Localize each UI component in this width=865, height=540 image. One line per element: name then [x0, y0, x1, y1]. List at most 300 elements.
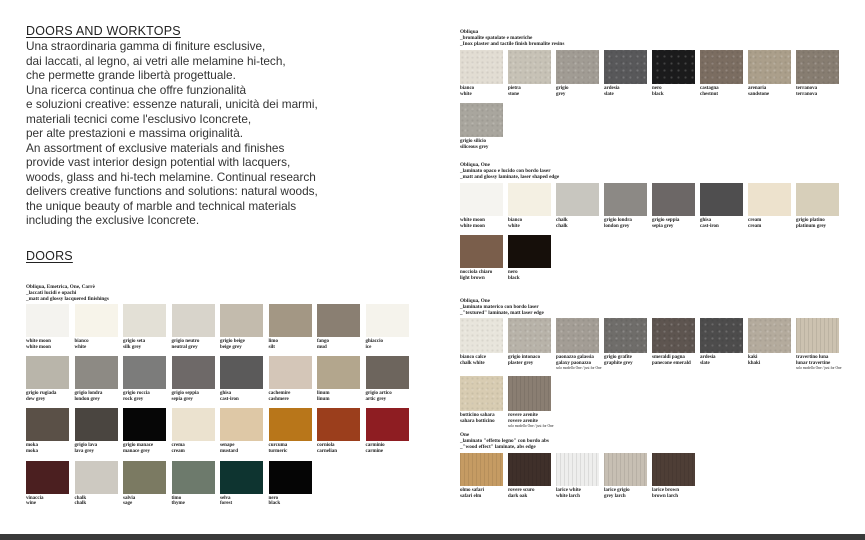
swatch-name-it: chalk — [74, 495, 87, 501]
swatch-label — [604, 218, 647, 229]
swatch-name-it: grigio neutro — [171, 339, 200, 344]
swatch-name-en: slate — [604, 91, 614, 97]
swatch-name-it: larice brown — [652, 488, 679, 493]
section-heading-doors-and-worktops: DOORS AND WORKTOPS — [26, 24, 181, 38]
finish-swatch — [700, 183, 743, 229]
swatch-color-chip — [700, 50, 743, 84]
swatch-name-en: carmine — [365, 448, 383, 454]
swatch-note: solo modello One / just for One — [796, 366, 842, 371]
swatch-label — [123, 391, 166, 402]
swatch-label — [269, 443, 312, 454]
swatch-color-chip — [366, 408, 409, 441]
swatch-label — [460, 355, 503, 366]
swatch-color-chip — [796, 318, 839, 353]
intro-line: Una ricerca continua che offre funzionalità — [26, 82, 247, 97]
swatch-name-en: dew grey — [26, 396, 46, 402]
swatch-color-chip — [748, 318, 791, 353]
finish-swatch — [604, 318, 647, 370]
swatch-name-en: sepia grey — [652, 223, 674, 229]
swatch-name-en: mustard — [220, 448, 239, 454]
swatch-name-it: grigio rugiada — [26, 391, 57, 397]
finish-swatch — [220, 356, 263, 402]
finish-swatch — [556, 183, 599, 229]
swatch-color-chip — [460, 318, 503, 353]
finish-swatch — [172, 461, 215, 507]
swatch-color-chip — [556, 453, 599, 486]
group-title-line: _Inox plaster and tactile finish bromalite resins — [460, 41, 565, 47]
swatch-label — [748, 218, 791, 229]
swatch-name-en: chalk — [556, 223, 568, 229]
finish-swatch — [508, 376, 554, 429]
swatch-label — [269, 391, 312, 402]
group-title-line: Obliqua — [460, 29, 479, 35]
swatch-name-en: dark oak — [508, 493, 528, 499]
swatch-name-en: siliceous grey — [460, 144, 489, 150]
swatch-name-it: grigio intonaco — [508, 355, 541, 360]
swatch-name-en: cast-iron — [700, 223, 719, 229]
swatch-label — [26, 443, 69, 454]
swatch-name-en: manace grey — [123, 448, 150, 454]
swatch-label — [748, 86, 791, 97]
intro-line: dai laccati, al legno, ai vetri alle melamine hi-tech, — [26, 53, 286, 68]
finish-swatch — [75, 304, 118, 350]
finish-swatch — [460, 103, 503, 150]
swatch-color-chip — [700, 318, 743, 353]
swatch-name-it: botticino sahara — [460, 413, 495, 419]
swatch-color-chip — [75, 304, 118, 337]
swatch-label — [269, 339, 312, 350]
group-title-line: _laminato "effetto legno" con bordo abs — [460, 438, 549, 444]
swatch-label — [556, 86, 599, 97]
swatch-name-it: vinaccia — [26, 495, 44, 501]
finish-swatch — [172, 356, 215, 402]
swatch-name-it: curcuma — [268, 443, 288, 449]
swatch-color-chip — [317, 408, 360, 441]
swatch-label — [366, 391, 409, 402]
swatch-name-en: ice — [365, 344, 372, 350]
finish-swatch — [652, 50, 695, 97]
swatch-label — [508, 488, 551, 499]
swatch-name-en: forest — [220, 501, 233, 507]
swatch-color-chip — [460, 453, 503, 486]
swatch-label — [172, 391, 215, 402]
swatch-name-it: timo — [171, 495, 182, 501]
finish-swatch — [460, 376, 503, 428]
swatch-name-it: cachemire — [268, 391, 291, 397]
swatch-name-it: white moon — [26, 339, 51, 344]
finish-swatch — [604, 183, 647, 229]
swatch-color-chip — [460, 103, 503, 137]
finish-swatch — [508, 235, 551, 281]
swatch-label — [556, 218, 599, 229]
swatch-name-it: white moon — [460, 218, 485, 223]
finish-swatch — [652, 183, 695, 229]
group-title-lacquered — [26, 284, 109, 302]
swatch-name-en: cream — [171, 448, 185, 454]
swatch-label — [172, 443, 215, 454]
swatch-label — [652, 488, 695, 499]
swatch-color-chip — [508, 50, 551, 84]
swatch-label — [366, 443, 409, 454]
swatch-label — [652, 218, 695, 229]
finish-swatch — [556, 50, 599, 97]
intro-line: including the exclusive Iconcrete. — [26, 213, 200, 227]
swatch-name-en: sage — [123, 501, 133, 507]
swatch-name-it: grigio londra — [604, 218, 632, 223]
swatch-label — [604, 488, 647, 499]
swatch-color-chip — [460, 50, 503, 84]
swatch-name-it: terranova — [796, 86, 818, 91]
group-title-line: One — [460, 432, 470, 438]
swatch-name-it: olmo safari — [460, 488, 485, 493]
swatch-name-en: rovere arenite — [508, 418, 538, 424]
swatch-label — [556, 355, 602, 371]
swatch-label — [700, 355, 743, 366]
swatch-color-chip — [652, 183, 695, 216]
group-title-wood-effect — [460, 432, 549, 450]
swatch-color-chip — [604, 453, 647, 486]
swatch-color-chip — [269, 461, 312, 494]
swatch-label — [317, 339, 360, 350]
swatch-name-it: paonazzo galassia — [556, 355, 594, 360]
swatch-name-it: pietra — [508, 86, 521, 91]
swatch-color-chip — [317, 304, 360, 337]
swatch-name-en: london grey — [604, 223, 630, 229]
swatch-name-it: kaki — [748, 355, 758, 360]
swatch-name-it: rovere scuro — [508, 488, 535, 493]
finish-swatch — [366, 356, 409, 402]
swatch-name-it: salvia — [123, 495, 136, 501]
swatch-name-it: chalk — [556, 218, 568, 223]
group-title-line: Obliqua, One — [460, 298, 490, 304]
group-title-line: _laccati lucidi e opachi — [26, 290, 77, 296]
swatch-label — [556, 488, 599, 499]
swatch-color-chip — [123, 408, 166, 441]
swatch-grid-textured-laminate — [460, 318, 842, 429]
swatch-color-chip — [172, 356, 215, 389]
swatch-name-it: grigio manace — [123, 443, 154, 449]
swatch-name-it: ghisa — [700, 218, 712, 223]
swatch-label — [796, 86, 839, 97]
swatch-name-en: grey larch — [604, 493, 626, 499]
swatch-color-chip — [172, 461, 215, 494]
swatch-name-en: white — [74, 344, 87, 350]
intro-line: provide vast interior design potential with lacquers, — [26, 155, 291, 169]
swatch-name-it: corniola — [317, 443, 335, 449]
finish-swatch — [366, 408, 409, 454]
swatch-color-chip — [366, 304, 409, 337]
swatch-name-it: grigio beige — [220, 339, 245, 344]
swatch-label — [172, 339, 215, 350]
swatch-name-en: chalk — [74, 501, 87, 507]
swatch-color-chip — [652, 318, 695, 353]
finish-swatch — [556, 318, 602, 371]
swatch-name-en: light brown — [460, 275, 485, 281]
intro-line: delivers creative functions and solutions: natural woods, — [26, 184, 318, 198]
swatch-color-chip — [172, 304, 215, 337]
intro-line: An assortment of exclusive materials and finishes — [26, 140, 285, 155]
swatch-grid-laminate — [460, 183, 839, 281]
swatch-label — [604, 355, 647, 366]
swatch-name-it: larice white — [556, 488, 581, 493]
intro-line: e soluzioni creative: essenze naturali, unicità dei marmi, — [26, 97, 318, 111]
swatch-color-chip — [460, 183, 503, 216]
finish-swatch — [652, 318, 695, 370]
intro-line: che permette grande libertà progettuale. — [26, 68, 236, 82]
swatch-name-it: nocciola chiaro — [460, 270, 493, 276]
swatch-name-it: bianco — [460, 86, 475, 91]
swatch-name-en: london grey — [74, 396, 100, 402]
swatch-name-en: wine — [26, 501, 36, 507]
finish-swatch — [123, 461, 166, 507]
finish-swatch — [123, 408, 166, 454]
swatch-color-chip — [508, 376, 551, 411]
swatch-name-it: cream — [748, 218, 762, 223]
finish-swatch — [700, 50, 743, 97]
finish-swatch — [172, 304, 215, 350]
group-title-line: _laminato materico con bordo laser — [460, 304, 539, 310]
swatch-name-en: white moon — [26, 344, 51, 350]
swatch-color-chip — [508, 235, 551, 268]
finish-swatch — [269, 461, 312, 507]
swatch-label — [123, 443, 166, 454]
finish-swatch — [75, 408, 118, 454]
group-title-line: Obliqua, Emetrica, One, Carrè — [26, 284, 95, 290]
swatch-color-chip — [652, 50, 695, 84]
swatch-name-it: grigio artico — [365, 391, 392, 397]
swatch-color-chip — [366, 356, 409, 389]
swatch-label — [508, 355, 551, 366]
intro-line: per alte prestazioni e massima originalità. — [26, 126, 244, 140]
finish-swatch — [26, 408, 69, 454]
swatch-name-it: grigio seppia — [171, 391, 199, 397]
swatch-color-chip — [508, 318, 551, 353]
finish-swatch — [460, 50, 503, 97]
finish-swatch — [796, 183, 839, 229]
group-title-line: _"wood effect" laminate, abs edge — [460, 444, 536, 450]
finish-swatch — [508, 183, 551, 229]
swatch-name-it: grigio platino — [796, 218, 825, 223]
swatch-name-it: rovere arenite — [508, 413, 538, 419]
finish-swatch — [123, 304, 166, 350]
swatch-color-chip — [269, 356, 312, 389]
swatch-name-en: black — [508, 275, 520, 281]
swatch-color-chip — [796, 183, 839, 216]
swatch-name-en: silt — [268, 344, 275, 350]
finish-swatch — [604, 453, 647, 499]
finish-swatch — [556, 453, 599, 499]
finish-swatch — [26, 304, 69, 350]
swatch-label — [508, 413, 554, 429]
swatch-name-en: cashmere — [268, 396, 289, 402]
swatch-color-chip — [604, 50, 647, 84]
swatch-name-it: grigio roccia — [123, 391, 150, 397]
swatch-name-it: ardesia — [604, 86, 620, 91]
swatch-name-it: grigio grafite — [604, 355, 632, 360]
swatch-name-en: galaxy paonazzo — [556, 360, 592, 366]
intro-line: the unique beauty of marble and technical materials — [26, 198, 297, 213]
swatch-color-chip — [75, 356, 118, 389]
swatch-name-en: moka — [26, 448, 38, 454]
finish-swatch — [269, 356, 312, 402]
swatch-label — [172, 496, 215, 507]
swatch-grid-bromalite — [460, 50, 839, 150]
swatch-label — [460, 218, 503, 229]
finish-swatch — [269, 304, 312, 350]
swatch-name-it: bianco — [508, 218, 523, 223]
swatch-name-en: graphite grey — [604, 360, 633, 366]
swatch-name-it: nero — [508, 270, 518, 276]
swatch-color-chip — [796, 50, 839, 84]
swatch-color-chip — [748, 50, 791, 84]
finish-swatch — [75, 461, 118, 507]
swatch-name-en: black — [652, 91, 664, 97]
swatch-name-it: arenaria — [748, 86, 767, 91]
swatch-label — [75, 339, 118, 350]
swatch-name-en: rock grey — [123, 396, 144, 402]
swatch-color-chip — [26, 408, 69, 441]
swatch-color-chip — [220, 304, 263, 337]
footer-bar — [0, 534, 865, 540]
swatch-color-chip — [269, 304, 312, 337]
swatch-color-chip — [26, 461, 69, 494]
swatch-label — [220, 391, 263, 402]
finish-swatch — [748, 183, 791, 229]
swatch-name-it: ghiaccio — [365, 339, 383, 344]
swatch-label — [796, 355, 842, 371]
swatch-color-chip — [604, 183, 647, 216]
swatch-name-it: grigio seta — [123, 339, 146, 344]
swatch-name-en: black — [268, 501, 281, 507]
swatch-label — [460, 139, 503, 150]
intro-section — [26, 24, 426, 228]
swatch-name-it: travertino luna — [796, 355, 829, 360]
swatch-name-it: crema — [171, 443, 185, 449]
group-title-line: _"textured" laminate, matt laser edge — [460, 310, 544, 316]
swatch-label — [366, 339, 409, 350]
swatch-name-en: white — [508, 223, 520, 229]
swatch-color-chip — [460, 235, 503, 268]
group-title-line: Obliqua, One — [460, 162, 490, 168]
swatch-name-en: carnelian — [317, 448, 337, 454]
finish-swatch — [796, 50, 839, 97]
swatch-label — [269, 496, 312, 507]
swatch-color-chip — [26, 356, 69, 389]
swatch-name-en: linum — [317, 396, 330, 402]
swatch-label — [460, 488, 503, 499]
swatch-name-en: white — [460, 91, 472, 97]
swatch-color-chip — [269, 408, 312, 441]
swatch-label — [460, 270, 503, 281]
finish-swatch — [317, 304, 360, 350]
swatch-name-en: mud — [317, 344, 327, 350]
swatch-label — [220, 496, 263, 507]
group-title-line: _matt and glossy laminate, laser shaped edge — [460, 174, 560, 180]
swatch-name-en: beige grey — [220, 344, 242, 350]
group-title-laminate — [460, 162, 559, 180]
swatch-color-chip — [604, 318, 647, 353]
swatch-label — [700, 218, 743, 229]
swatch-color-chip — [123, 304, 166, 337]
swatch-label — [748, 355, 791, 366]
swatch-name-en: safari elm — [460, 493, 482, 499]
swatch-label — [220, 339, 263, 350]
swatch-label — [26, 391, 69, 402]
swatch-label — [75, 391, 118, 402]
swatch-color-chip — [317, 356, 360, 389]
swatch-name-en: plaster grey — [508, 360, 534, 366]
swatch-label — [508, 218, 551, 229]
finish-swatch — [796, 318, 842, 371]
swatch-name-it: bianco calce — [460, 355, 486, 360]
swatch-name-en: lava grey — [74, 448, 94, 454]
swatch-color-chip — [220, 356, 263, 389]
swatch-name-it: nero — [268, 495, 279, 501]
swatch-label — [26, 496, 69, 507]
swatch-label — [26, 339, 69, 350]
finish-swatch — [366, 304, 409, 350]
swatch-label — [123, 339, 166, 350]
finish-swatch — [700, 318, 743, 370]
finish-swatch — [317, 408, 360, 454]
intro-text — [26, 39, 426, 228]
swatch-color-chip — [123, 461, 166, 494]
group-title-textured-laminate — [460, 298, 544, 316]
swatch-name-en: thyme — [171, 501, 185, 507]
swatch-color-chip — [172, 408, 215, 441]
swatch-name-it: castagna — [700, 86, 719, 91]
finish-swatch — [123, 356, 166, 402]
swatch-label — [796, 218, 839, 229]
finish-swatch — [172, 408, 215, 454]
swatch-name-en: stone — [508, 91, 520, 97]
swatch-label — [75, 496, 118, 507]
finish-swatch — [26, 356, 69, 402]
swatch-label — [220, 443, 263, 454]
swatch-label — [700, 86, 743, 97]
group-title-line: _matt and glossy lacquered finishings — [26, 296, 109, 302]
swatch-name-it: moka — [26, 443, 38, 449]
swatch-color-chip — [75, 408, 118, 441]
swatch-name-en: chestnut — [700, 91, 719, 97]
swatch-color-chip — [75, 461, 118, 494]
swatch-label — [460, 413, 503, 424]
finish-swatch — [604, 50, 647, 97]
swatch-name-it: nero — [652, 86, 662, 91]
swatch-name-en: sahara botticino — [460, 418, 495, 424]
swatch-name-en: silk grey — [123, 344, 142, 350]
swatch-name-it: smeraldi pagna — [652, 355, 685, 360]
group-title-bromalite — [460, 29, 564, 47]
swatch-name-en: white moon — [460, 223, 485, 229]
swatch-name-en: platinum grey — [796, 223, 827, 229]
swatch-name-en: slate — [700, 360, 710, 366]
swatch-name-it: carminio — [365, 443, 385, 449]
swatch-name-en: turmeric — [268, 448, 288, 454]
swatch-name-it: grigio lava — [74, 443, 98, 449]
swatch-color-chip — [700, 183, 743, 216]
swatch-color-chip — [220, 408, 263, 441]
swatch-color-chip — [508, 183, 551, 216]
swatch-name-it: ghisa — [220, 391, 232, 397]
swatch-label — [508, 270, 551, 281]
swatch-color-chip — [556, 50, 599, 84]
swatch-name-en: chalk white — [460, 360, 485, 366]
swatch-name-it: ardesia — [700, 355, 716, 360]
finish-swatch — [269, 408, 312, 454]
finish-swatch — [652, 453, 695, 499]
swatch-name-en: cream — [748, 223, 762, 229]
